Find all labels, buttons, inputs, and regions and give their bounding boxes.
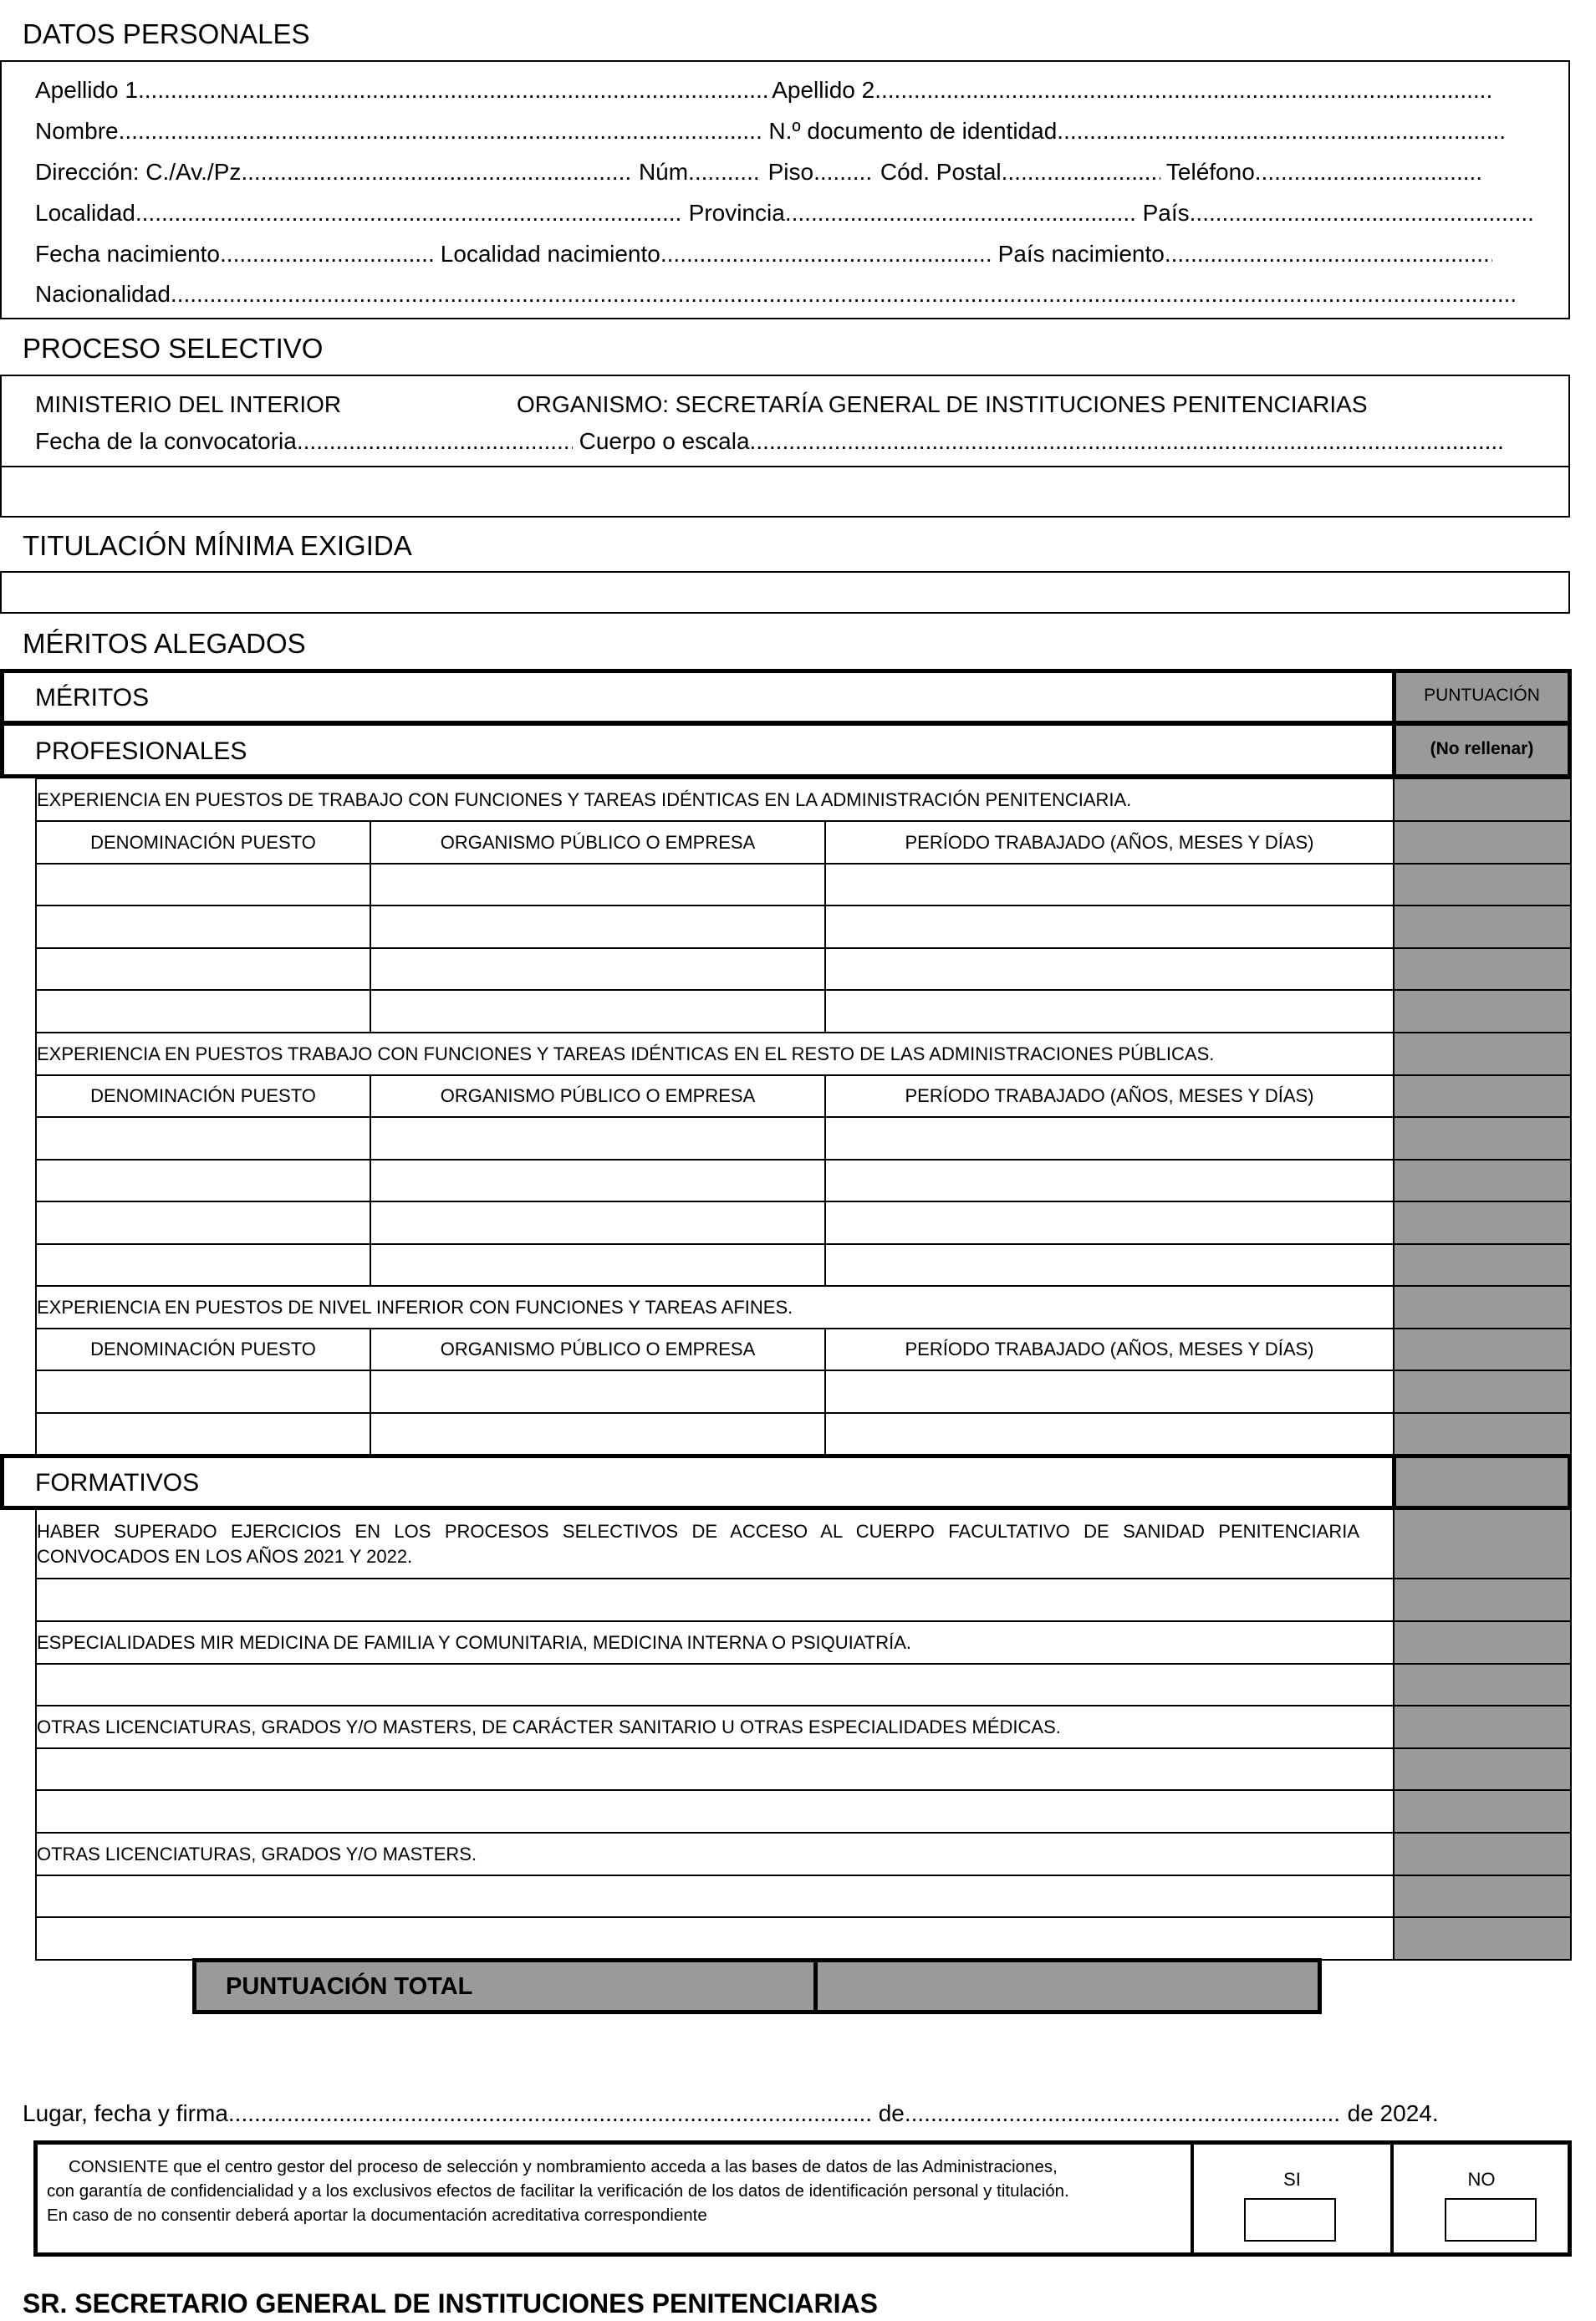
telefono-field[interactable] (1255, 159, 1484, 186)
score-cell (1394, 1748, 1571, 1790)
consent-divider-2 (1390, 2143, 1394, 2254)
table-cell-input[interactable] (370, 1201, 825, 1244)
table-cell-input[interactable] (370, 905, 825, 948)
table-cell-input[interactable] (370, 864, 825, 905)
num-label: Núm. (638, 159, 695, 185)
section-title-datos-personales: DATOS PERSONALES (23, 18, 310, 49)
table-cell-input[interactable] (36, 905, 370, 948)
score-cell (1394, 1033, 1571, 1075)
table-cell-input[interactable] (370, 1370, 825, 1413)
col-organismo: ORGANISMO PÚBLICO O EMPRESA (370, 821, 825, 864)
table-cell-input[interactable] (370, 1244, 825, 1286)
f3-header: OTRAS LICENCIATURAS, GRADOS Y/O MASTERS, DE CARÁCTER SANITARIO U OTRAS ESPECIALIDADES MÉDICAS. (36, 1706, 1394, 1748)
table-cell-input[interactable] (825, 1117, 1394, 1160)
pais-label: País (1142, 200, 1190, 226)
nacionalidad-field[interactable] (171, 281, 1518, 308)
pais-nac-field[interactable] (1165, 241, 1492, 268)
piso-field[interactable] (813, 159, 874, 186)
section-title-titulacion: TITULACIÓN MÍNIMA EXIGIDA (23, 530, 412, 561)
cuerpo-field[interactable] (750, 428, 1502, 455)
score-cell (1394, 1329, 1571, 1370)
nacionalidad-label: Nacionalidad (35, 281, 171, 307)
score-cell (1394, 1706, 1571, 1748)
table-cell-input[interactable] (36, 1370, 370, 1413)
pais-field[interactable] (1190, 200, 1532, 227)
score-cell (1394, 778, 1571, 821)
telefono-label: Teléfono (1165, 159, 1255, 185)
no-label: NO (1467, 2169, 1496, 2190)
no-checkbox[interactable] (1445, 2198, 1537, 2242)
cp-label: Cód. Postal (880, 159, 1002, 185)
table-cell-input[interactable] (36, 1664, 1394, 1706)
f2-header: ESPECIALIDADES MIR MEDICINA DE FAMILIA Y COMUNITARIA, MEDICINA INTERNA O PSIQUIATRÍA. (36, 1621, 1394, 1664)
apellido1-field[interactable] (138, 77, 767, 104)
exp1-header: EXPERIENCIA EN PUESTOS DE TRABAJO CON FUNCIONES Y TAREAS IDÉNTICAS EN LA ADMINISTRACIÓN PENITENCIARIA. (36, 778, 1394, 821)
score-cell (1394, 821, 1571, 864)
col-denominacion: DENOMINACIÓN PUESTO (36, 821, 370, 864)
ministerio-text: MINISTERIO DEL INTERIOR (35, 391, 342, 417)
consent-text (47, 2155, 1069, 2227)
num-field[interactable] (695, 159, 762, 186)
score-cell (1394, 1790, 1571, 1833)
table-cell-input[interactable] (825, 1370, 1394, 1413)
total-label: PUNTUACIÓN TOTAL (226, 1973, 473, 2000)
cuerpo-label: Cuerpo o escala (579, 428, 750, 454)
table-cell-input[interactable] (825, 1244, 1394, 1286)
score-cell (1394, 1509, 1571, 1579)
formativos-header (0, 1454, 1396, 1510)
formativos-score-header (1392, 1454, 1572, 1510)
table-cell-input[interactable] (825, 1201, 1394, 1244)
row-direccion (35, 159, 1484, 186)
piso-label: Piso (767, 159, 814, 185)
apellido2-field[interactable] (874, 77, 1493, 104)
exp3-header: EXPERIENCIA EN PUESTOS DE NIVEL INFERIOR CON FUNCIONES Y TAREAS AFINES. (36, 1286, 1394, 1329)
table-cell-input[interactable] (825, 990, 1394, 1033)
proceso-extra-field[interactable] (2, 467, 1568, 516)
footer-recipient: SR. SECRETARIO GENERAL DE INSTITUCIONES PENITENCIARIAS (23, 2288, 878, 2318)
apellido2-label: Apellido 2 (772, 77, 875, 103)
table-cell-input[interactable] (825, 905, 1394, 948)
consent-line-1: CONSIENTE que el centro gestor del proceso de selección y nombramiento acceda a las bases de datos de las Administraciones, (69, 2157, 1058, 2176)
row-nacimiento (35, 241, 1492, 268)
score-cell (1394, 1875, 1571, 1917)
localidad-nac-field[interactable] (660, 241, 992, 268)
puntuacion-label: PUNTUACIÓN (1424, 686, 1540, 705)
col-periodo: PERÍODO TRABAJADO (AÑOS, MESES Y DÍAS) (825, 821, 1394, 864)
score-cell (1394, 1286, 1571, 1329)
table-cell-input[interactable] (36, 1160, 370, 1201)
table-cell-input[interactable] (370, 990, 825, 1033)
table-cell-input[interactable] (36, 1201, 370, 1244)
row-nombre (35, 118, 1506, 145)
formativos-label: FORMATIVOS (35, 1469, 200, 1497)
table-cell-input[interactable] (825, 1160, 1394, 1201)
table-cell-input[interactable] (36, 1748, 1394, 1790)
documento-label: N.º documento de identidad (768, 118, 1058, 144)
table-cell-input[interactable] (36, 1413, 370, 1456)
f4-header: OTRAS LICENCIATURAS, GRADOS Y/O MASTERS. (36, 1833, 1394, 1875)
score-cell (1394, 1117, 1571, 1160)
meritos-header (0, 669, 1396, 725)
apellido1-label: Apellido 1 (35, 77, 138, 103)
score-cell (1394, 1833, 1571, 1875)
provincia-field[interactable] (785, 200, 1136, 227)
row-convocatoria (35, 428, 1502, 455)
pais-nac-label: País nacimiento (997, 241, 1165, 267)
score-cell (1394, 1075, 1571, 1117)
score-cell (1394, 1664, 1571, 1706)
lugar-label: Lugar, fecha y firma (23, 2100, 228, 2126)
organismo-text: ORGANISMO: SECRETARÍA GENERAL DE INSTITUCIONES PENITENCIARIAS (517, 391, 1368, 417)
table-cell-input[interactable] (370, 1117, 825, 1160)
col-denominacion: DENOMINACIÓN PUESTO (36, 1329, 370, 1370)
total-score-box (813, 1958, 1322, 2014)
cp-field[interactable] (1002, 159, 1160, 186)
table-cell-input[interactable] (36, 1117, 370, 1160)
f1-header: HABER SUPERADO EJERCICIOS EN LOS PROCESOS SELECTIVOS DE ACCESO AL CUERPO FACULTATIVO DE SANIDAD PENITENCIARIA CONVOCADOS EN LOS AÑOS 2021 Y 2022. (36, 1509, 1394, 1579)
provincia-label: Provincia (688, 200, 785, 226)
score-cell (1394, 1579, 1571, 1621)
score-cell (1394, 948, 1571, 990)
table-cell-input[interactable] (36, 1875, 1394, 1917)
score-cell (1394, 1370, 1571, 1413)
formativos-table (35, 1508, 1572, 1961)
exp2-header: EXPERIENCIA EN PUESTOS TRABAJO CON FUNCIONES Y TAREAS IDÉNTICAS EN EL RESTO DE LAS ADMINISTRACIONES PÚBLICAS. (36, 1033, 1394, 1075)
consent-divider-1 (1191, 2143, 1194, 2254)
fecha-conv-field[interactable] (297, 428, 573, 455)
de-label: de (878, 2100, 905, 2126)
col-periodo: PERÍODO TRABAJADO (AÑOS, MESES Y DÍAS) (825, 1075, 1394, 1117)
row-apellidos (35, 77, 1493, 104)
titulacion-field[interactable] (0, 571, 1570, 614)
localidad-label: Localidad (35, 200, 135, 226)
table-cell-input[interactable] (370, 1160, 825, 1201)
documento-field[interactable] (1057, 118, 1506, 145)
fecha-conv-label: Fecha de la convocatoria (35, 428, 297, 454)
score-cell (1394, 990, 1571, 1033)
score-cell (1394, 1201, 1571, 1244)
score-cell (1394, 1244, 1571, 1286)
profesionales-label: PROFESIONALES (35, 737, 247, 765)
score-cell (1394, 1917, 1571, 1960)
table-cell-input[interactable] (36, 1244, 370, 1286)
fecha-nac-label: Fecha nacimiento (35, 241, 221, 267)
nombre-label: Nombre (35, 118, 119, 144)
profesionales-table (35, 778, 1572, 1456)
table-cell-input[interactable] (370, 948, 825, 990)
section-title-meritos: MÉRITOS ALEGADOS (23, 628, 306, 659)
col-denominacion: DENOMINACIÓN PUESTO (36, 1075, 370, 1117)
consent-line-2: con garantía de confidencialidad y a los exclusivos efectos de facilitar la verificación de los datos de identificación personal y titulación. (47, 2181, 1069, 2201)
score-cell (1394, 1413, 1571, 1456)
table-cell-input[interactable] (825, 948, 1394, 990)
score-cell (1394, 905, 1571, 948)
score-cell (1394, 1621, 1571, 1664)
anio-label: de 2024. (1347, 2100, 1439, 2126)
table-cell-input[interactable] (825, 864, 1394, 905)
lugar-field[interactable] (228, 2100, 872, 2127)
section-title-proceso-selectivo: PROCESO SELECTIVO (23, 333, 324, 364)
localidad-field[interactable] (135, 200, 682, 227)
score-cell (1394, 864, 1571, 905)
row-firma (23, 2100, 1439, 2127)
table-cell-input[interactable] (825, 1413, 1394, 1456)
table-cell-input[interactable] (36, 1579, 1394, 1621)
direccion-field[interactable] (247, 159, 632, 186)
table-cell-input[interactable] (36, 1790, 1394, 1833)
col-organismo: ORGANISMO PÚBLICO O EMPRESA (370, 1329, 825, 1370)
row-localidad (35, 200, 1532, 227)
table-cell-input[interactable] (36, 948, 370, 990)
score-cell (1394, 1160, 1571, 1201)
consent-line-3: En caso de no consentir deberá aportar la documentación acreditativa correspondiente (47, 2206, 707, 2225)
fecha-nac-field[interactable] (220, 241, 434, 268)
si-checkbox[interactable] (1244, 2198, 1336, 2242)
col-organismo: ORGANISMO PÚBLICO O EMPRESA (370, 1075, 825, 1117)
meritos-label: MÉRITOS (35, 684, 150, 712)
direccion-label: Dirección: C./Av./Pz. (35, 159, 248, 185)
table-cell-input[interactable] (36, 1917, 1394, 1960)
localidad-nac-label: Localidad nacimiento (440, 241, 660, 267)
row-nacionalidad (35, 281, 1518, 308)
nombre-field[interactable] (119, 118, 762, 145)
col-periodo: PERÍODO TRABAJADO (AÑOS, MESES Y DÍAS) (825, 1329, 1394, 1370)
no-rellenar-label: (No rellenar) (1430, 739, 1534, 758)
si-label: SI (1283, 2169, 1301, 2190)
table-cell-input[interactable] (370, 1413, 825, 1456)
table-cell-input[interactable] (36, 990, 370, 1033)
mes-field[interactable] (905, 2100, 1341, 2127)
table-cell-input[interactable] (36, 864, 370, 905)
